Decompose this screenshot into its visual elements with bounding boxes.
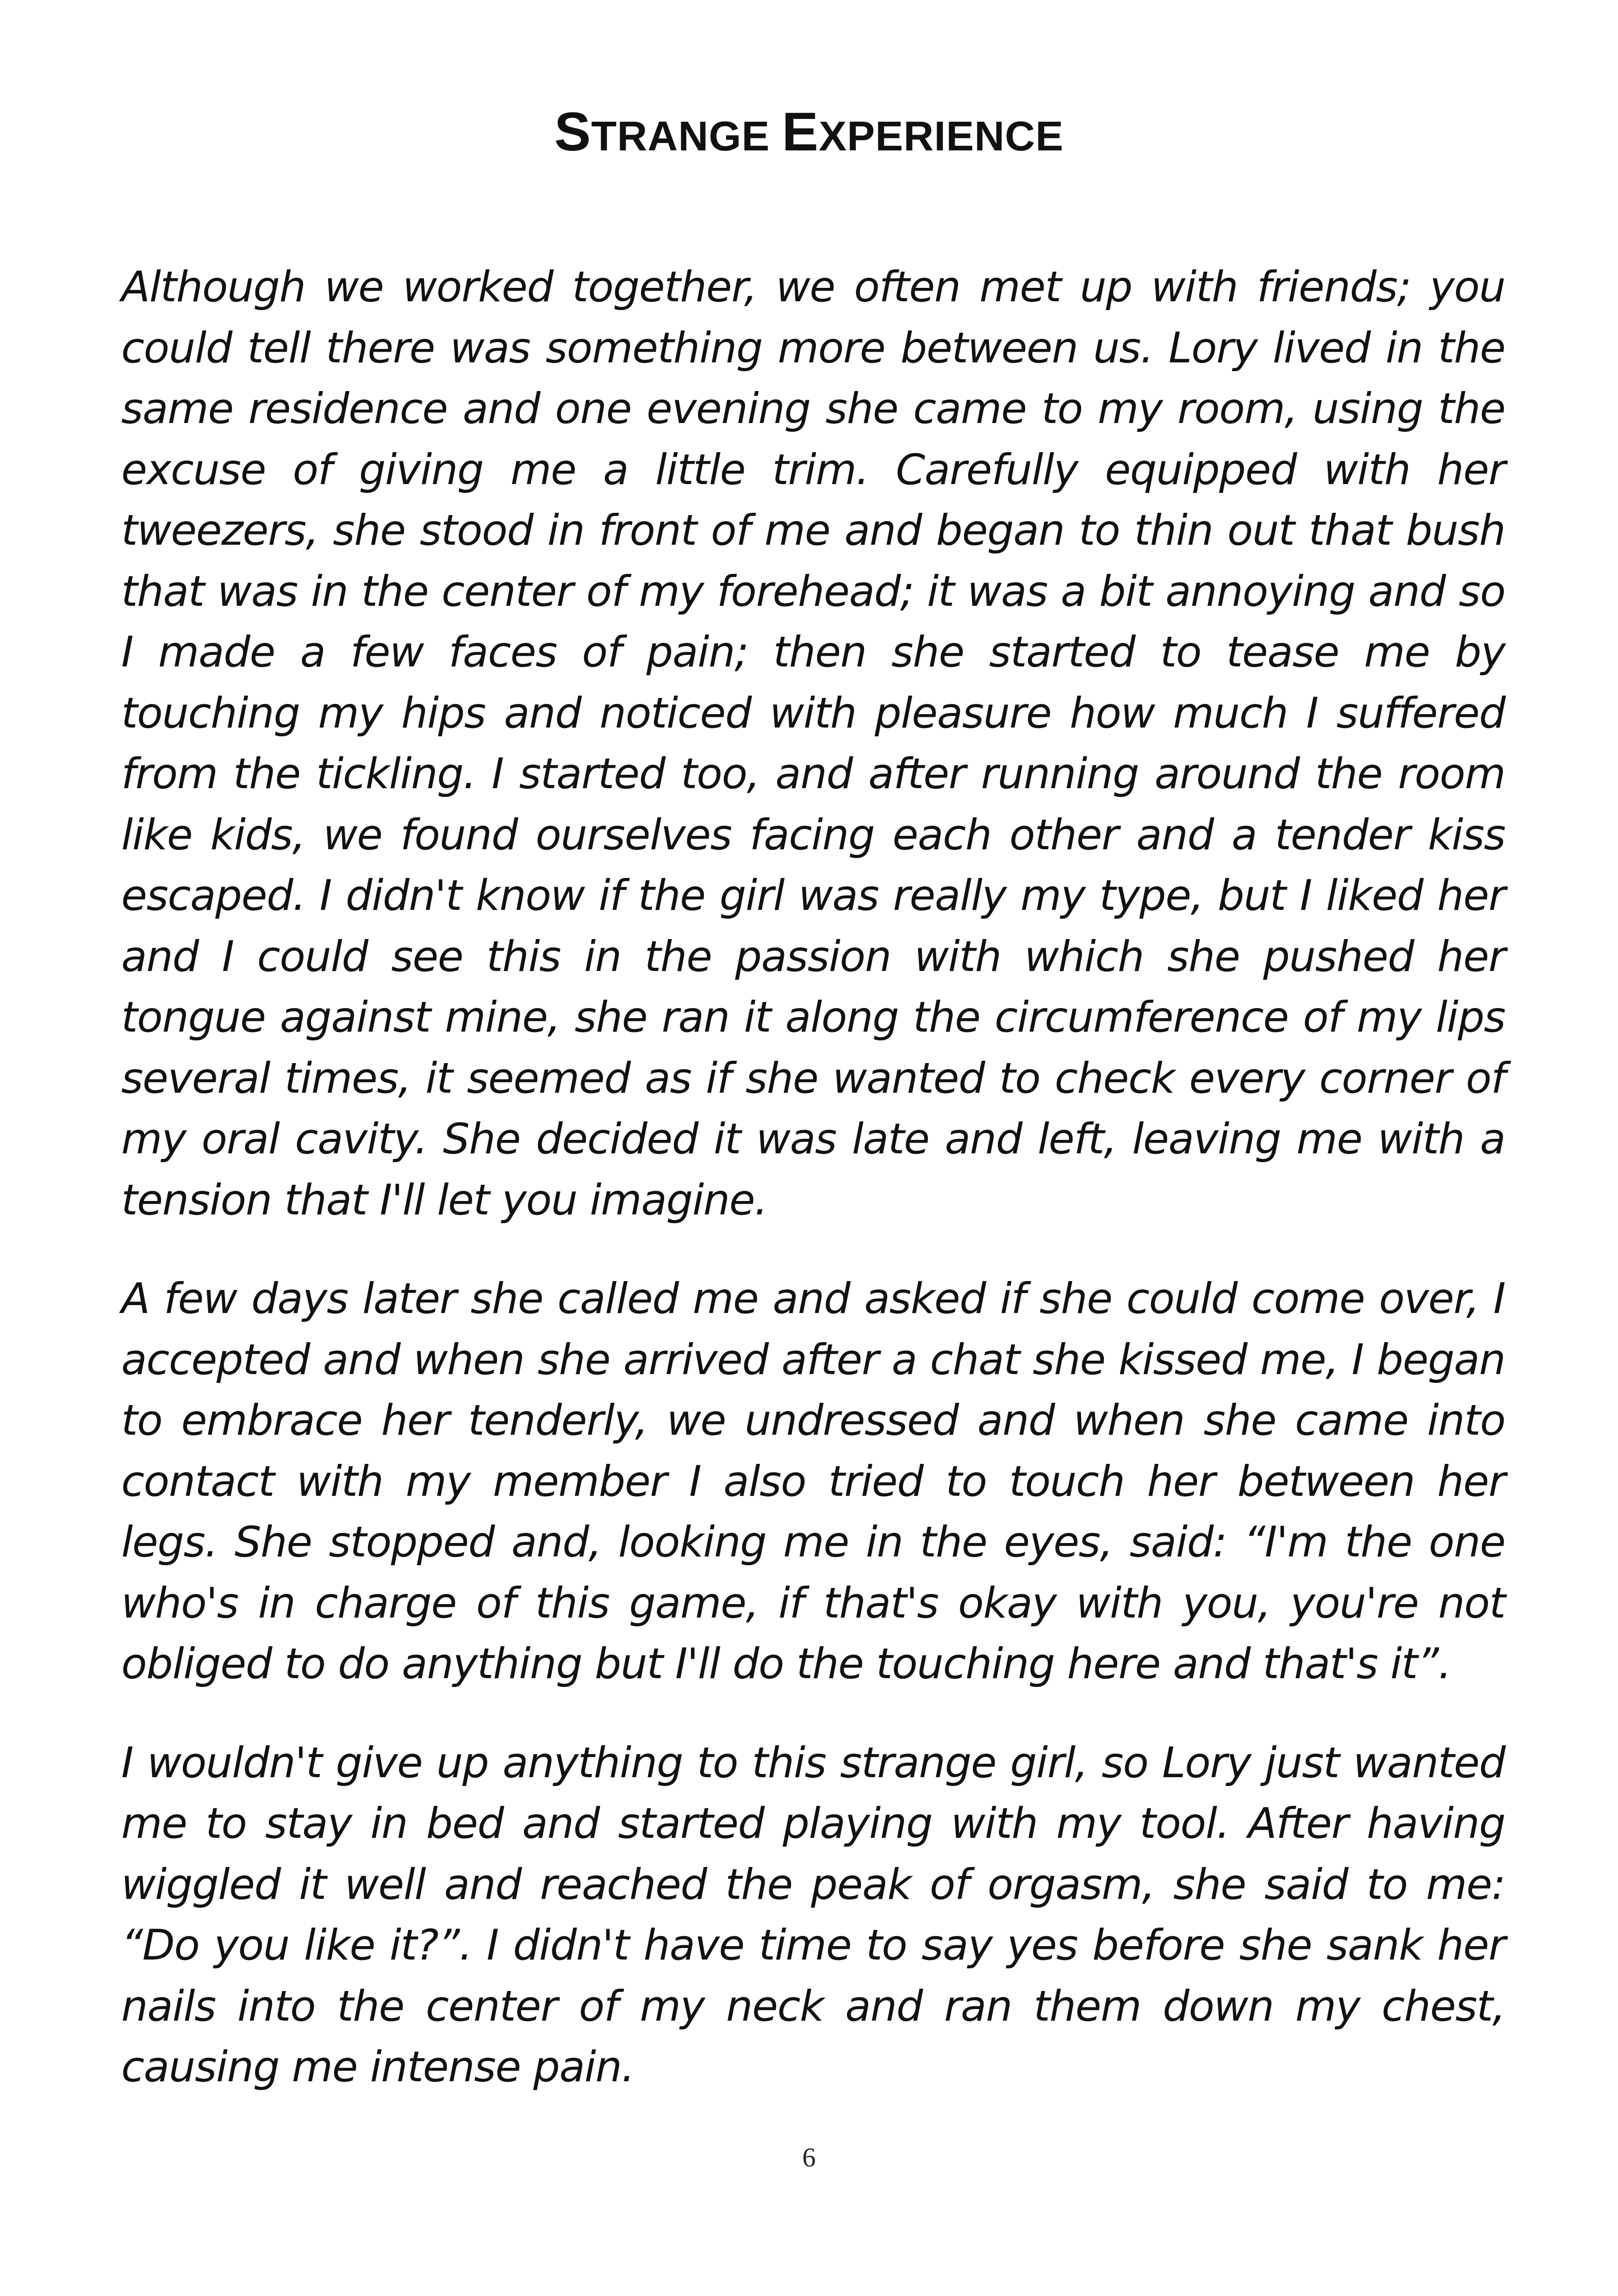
paragraph-1: Although we worked together, we often met up with friends; you could tell there was something more between us. Lory lived in the same residence and one evening she came to my room, using the excuse of giving me a little trim. Carefully equipped with her tweezers, she stood in front of me and began to thin out that bush that was in the center of my forehead; it was a bit annoying and so I made a few faces of pain; then she started to tease me by touching my hips and noticed with pleasure how much I suffered from the tickling. I started too, and after running around the room like kids, we found ourselves facing each other and a tender kiss escaped. I didn't know if the girl was really my type, but I liked her and I could see this in the passion with which she pushed her tongue against mine, she ran it along the circumference of my lips several times, it seemed as if she wanted to check every corner of my oral cavity. She decided it was late and left, leaving me with a tension that I'll let you imagine.: [121, 263, 1505, 1225]
paragraph-2: A few days later she called me and asked if she could come over, I accepted and when she arrived after a chat she kissed me, I began to embrace her tenderly, we undressed and when she came into contact with my member I also tried to touch her between her legs. She stopped and, looking me in the eyes, said: “I'm the one who's in charge of this game, if that's okay with you, you're not obliged to do anything but I'll do the touching here and that's it”.: [121, 1275, 1505, 1688]
body-text: [121, 257, 1505, 2136]
title-initial-1: S: [554, 101, 591, 162]
page-number: 6: [802, 2142, 816, 2172]
title-initial-2: E: [782, 101, 819, 162]
chapter-title: [0, 100, 1618, 165]
title-rest-1: TRANGE: [591, 113, 782, 160]
paragraph-3: I wouldn't give up anything to this strange girl, so Lory just wanted me to stay in bed and started playing with my tool. After having wiggled it well and reached the peak of orgasm, she said to me: “Do you like it?”. I didn't have time to say yes before she sank her nails into the center of my neck and ran them down my chest, causing me intense pain.: [121, 1738, 1505, 2091]
title-rest-2: XPERIENCE: [819, 113, 1064, 160]
